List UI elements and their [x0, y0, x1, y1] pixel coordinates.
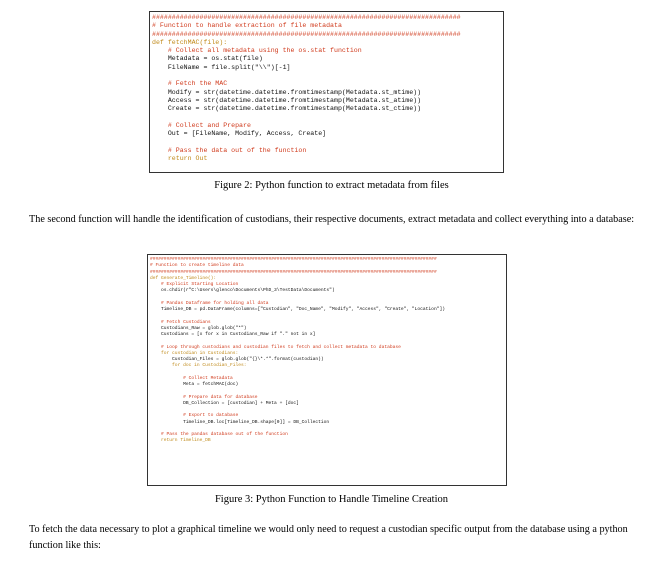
code-line: # Export to database — [150, 413, 239, 419]
code-figure-fetchmac — [149, 11, 504, 173]
code-line: # Pass the data out of the function — [152, 146, 307, 154]
code-line: def Generate_Timeline(): — [150, 275, 217, 281]
code-line: DB_Collection = [custodian] + Meta + [doc] — [150, 400, 299, 406]
code-line: Custodians_Raw = glob.glob("*") — [150, 325, 247, 331]
figure-2-caption: Figure 2: Python function to extract metadata from files — [214, 180, 449, 191]
figure-3-caption: Figure 3: Python Function to Handle Timeline Creation — [214, 494, 449, 505]
code-line: def fetchMAC(file): — [152, 38, 228, 46]
code-line: os.chdir(r"C:\Users\glenco\Documents\PhD_3\TestData\Documents") — [150, 288, 335, 294]
code-line: Meta = fetchMAC(doc) — [150, 382, 239, 387]
code-line: Create = str(datetime.datetime.fromtimestamp(Metadata.st_ctime)) — [152, 105, 422, 113]
code-line: # Prepare data for database — [150, 394, 258, 400]
code-line: Custodians = [x for x in Custodians_Raw if "." not in x] — [150, 332, 316, 337]
code-line: # Fetch Custodians — [150, 319, 211, 325]
code-line: FileName = file.split("\\")[-1] — [152, 63, 291, 71]
code-line: Out = [FileName, Modify, Access, Create] — [152, 130, 327, 138]
code-line: Access = str(datetime.datetime.fromtimestamp(Metadata.st_atime)) — [152, 96, 422, 104]
code-figure-generate-timeline — [147, 254, 507, 486]
code-line — [152, 138, 503, 146]
code-line: Modify = str(datetime.datetime.fromtimestamp(Metadata.st_mtime)) — [152, 88, 422, 96]
code-line: # Fetch the MAC — [152, 80, 228, 88]
code-line: return Out — [152, 155, 208, 163]
code-line: return Timeline_DB — [150, 438, 211, 444]
code-line: ############################################################################## — [152, 30, 461, 38]
code-line: ######################################################################################################## — [150, 257, 437, 262]
code-line: # Explicit Starting Location — [150, 282, 239, 287]
paragraph-fetch-data: To fetch the data necessary to plot a graphical timeline we would only need to request a custodian specific output from the database using a python function like this: — [29, 524, 628, 551]
code-line: Metadata = os.stat(file) — [152, 55, 263, 63]
code-line: # Loop through custodians and custodian files to fetch and collect metadata to database — [150, 344, 401, 350]
code-line: Timeline_DB.loc[Timeline_DB.shape[0]] = DB_Collection — [150, 419, 330, 425]
paragraph-second-function: The second function will handle the identification of custodians, their respective documents, extract metadata and collect everything into a database: — [29, 214, 635, 225]
code-line: # Collect Metadata — [150, 375, 233, 381]
code-line: for custodian in Custodians: — [150, 350, 239, 356]
code-line: Timeline_DB = pd.DataFrame(columns=["Custodian", "Doc_Name", "Modify", "Access", "Create", "Location"]) — [150, 307, 445, 312]
code-line: # Collect and Prepare — [152, 121, 251, 129]
code-line — [152, 72, 503, 80]
code-line: # Function to create timeline data — [150, 263, 244, 269]
code-line: # Pandas Dataframe for holding all data — [150, 300, 269, 306]
code-line: # Collect all metadata using the os.stat function — [152, 47, 362, 55]
code-line: for doc in Custodian_Files: — [150, 363, 247, 369]
code-line: ############################################################################## — [152, 14, 461, 21]
code-line: # Pass the pandas database out of the function — [150, 432, 288, 437]
code-line — [152, 114, 503, 122]
code-line: Custodian_Files = glob.glob("{}\*.*".format(custodian)) — [150, 357, 324, 362]
code-line: # Function to handle extraction of file metadata — [152, 22, 342, 30]
code-line: ######################################################################################################## — [150, 269, 437, 275]
